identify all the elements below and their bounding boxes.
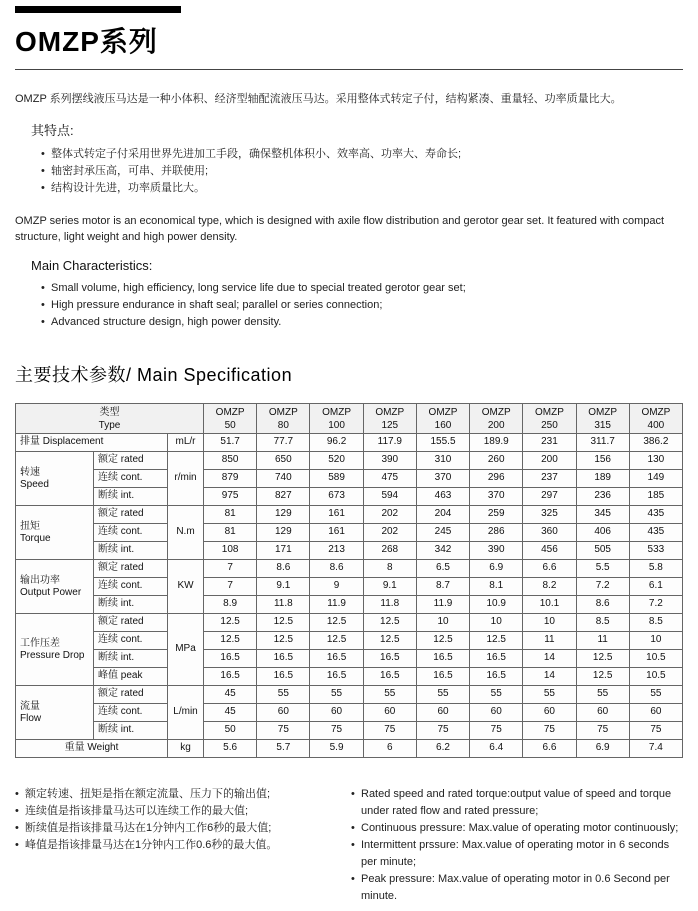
- notes-section: [15, 786, 683, 911]
- note-item-cn: • 额定转速、扭矩是指在额定流量、压力下的输出值;: [15, 786, 337, 803]
- value-cell: 12.5: [310, 614, 363, 632]
- value-cell: 268: [363, 542, 416, 560]
- note-item-en: • Peak pressure: Max.value of operating motor in 0.6 Second per minute.: [351, 871, 681, 905]
- value-cell: 202: [363, 524, 416, 542]
- value-cell: 390: [470, 542, 523, 560]
- value-cell: 75: [470, 722, 523, 740]
- value-cell: 10.9: [470, 596, 523, 614]
- value-cell: 286: [470, 524, 523, 542]
- value-cell: 10.5: [629, 650, 682, 668]
- sub-label: 额定 rated: [94, 506, 168, 524]
- value-cell: 8.6: [257, 560, 310, 578]
- value-cell: 161: [310, 524, 363, 542]
- unit-cell: kg: [168, 740, 204, 758]
- sub-label: 连续 cont.: [94, 524, 168, 542]
- model-header: OMZP 100: [310, 404, 363, 434]
- value-cell: 60: [470, 704, 523, 722]
- value-cell: 6.6: [523, 560, 576, 578]
- value-cell: 245: [416, 524, 469, 542]
- value-cell: 435: [629, 524, 682, 542]
- note-item-en: • Continuous pressure: Max.value of operating motor continuously;: [351, 820, 681, 837]
- value-cell: 55: [470, 686, 523, 704]
- sub-label: 峰值 peak: [94, 668, 168, 686]
- value-cell: 237: [523, 470, 576, 488]
- value-cell: 6: [363, 740, 416, 758]
- group-label: 扭矩 Torque: [16, 506, 94, 560]
- value-cell: 60: [257, 704, 310, 722]
- value-cell: 55: [629, 686, 682, 704]
- value-cell: 390: [363, 452, 416, 470]
- value-cell: 6.1: [629, 578, 682, 596]
- value-cell: 850: [204, 452, 257, 470]
- value-cell: 12.5: [310, 632, 363, 650]
- value-cell: 55: [310, 686, 363, 704]
- value-cell: 45: [204, 686, 257, 704]
- model-header: OMZP 200: [470, 404, 523, 434]
- value-cell: 6.9: [470, 560, 523, 578]
- value-cell: 55: [416, 686, 469, 704]
- value-cell: 75: [310, 722, 363, 740]
- value-cell: 81: [204, 506, 257, 524]
- value-cell: 161: [310, 506, 363, 524]
- value-cell: 60: [310, 704, 363, 722]
- value-cell: 296: [470, 470, 523, 488]
- value-cell: 12.5: [257, 632, 310, 650]
- notes-list-cn: [15, 786, 337, 905]
- value-cell: 520: [310, 452, 363, 470]
- value-cell: 75: [257, 722, 310, 740]
- value-cell: 55: [576, 686, 629, 704]
- value-cell: 740: [257, 470, 310, 488]
- sub-label: 断续 int.: [94, 722, 168, 740]
- value-cell: 345: [576, 506, 629, 524]
- feature-item-cn: • 整体式转定子付采用世界先进加工手段，确保整机体积小、效率高、功率大、寿命长;: [41, 146, 683, 163]
- value-cell: 213: [310, 542, 363, 560]
- value-cell: 297: [523, 488, 576, 506]
- value-cell: 9.1: [363, 578, 416, 596]
- value-cell: 75: [416, 722, 469, 740]
- value-cell: 505: [576, 542, 629, 560]
- value-cell: 7: [204, 578, 257, 596]
- value-cell: 342: [416, 542, 469, 560]
- value-cell: 8.9: [204, 596, 257, 614]
- value-cell: 14: [523, 668, 576, 686]
- note-item-cn: • 连续值是指该排量马达可以连续工作的最大值;: [15, 803, 337, 820]
- value-cell: 16.5: [363, 668, 416, 686]
- value-cell: 10: [523, 614, 576, 632]
- value-cell: 16.5: [363, 650, 416, 668]
- value-cell: 6.2: [416, 740, 469, 758]
- value-cell: 185: [629, 488, 682, 506]
- value-cell: 60: [523, 704, 576, 722]
- value-cell: 463: [416, 488, 469, 506]
- type-header: 类型 Type: [16, 404, 204, 434]
- value-cell: 96.2: [310, 434, 363, 452]
- value-cell: 475: [363, 470, 416, 488]
- value-cell: 10.1: [523, 596, 576, 614]
- unit-cell: MPa: [168, 614, 204, 686]
- value-cell: 12.5: [470, 632, 523, 650]
- features-title-en: Main Characteristics:: [31, 258, 153, 273]
- value-cell: 5.9: [310, 740, 363, 758]
- value-cell: 50: [204, 722, 257, 740]
- model-header: OMZP 125: [363, 404, 416, 434]
- value-cell: 594: [363, 488, 416, 506]
- value-cell: 16.5: [416, 650, 469, 668]
- value-cell: 8.7: [416, 578, 469, 596]
- value-cell: 108: [204, 542, 257, 560]
- feature-item-en: • Advanced structure design, high power density.: [41, 314, 683, 331]
- value-cell: 12.5: [576, 650, 629, 668]
- value-cell: 129: [257, 524, 310, 542]
- sub-label: 连续 cont.: [94, 632, 168, 650]
- sub-label: 断续 int.: [94, 650, 168, 668]
- value-cell: 55: [257, 686, 310, 704]
- note-item-cn: • 断续值是指该排量马达在1分钟内工作6秒的最大值;: [15, 820, 337, 837]
- value-cell: 60: [629, 704, 682, 722]
- value-cell: 12.5: [576, 668, 629, 686]
- value-cell: 11: [576, 632, 629, 650]
- page-title: OMZP系列: [15, 26, 158, 57]
- value-cell: 673: [310, 488, 363, 506]
- value-cell: 8.6: [310, 560, 363, 578]
- value-cell: 11: [523, 632, 576, 650]
- value-cell: 10: [470, 614, 523, 632]
- value-cell: 5.5: [576, 560, 629, 578]
- intro-paragraph-en: OMZP series motor is an economical type, which is designed with axile flow distribution and gerotor gear set. It featured with compact structure, light weight and high power density.: [15, 215, 665, 243]
- value-cell: 45: [204, 704, 257, 722]
- value-cell: 386.2: [629, 434, 682, 452]
- value-cell: 202: [363, 506, 416, 524]
- group-label: 工作压差 Pressure Drop: [16, 614, 94, 686]
- value-cell: 8.1: [470, 578, 523, 596]
- value-cell: 189.9: [470, 434, 523, 452]
- value-cell: 7.2: [629, 596, 682, 614]
- unit-cell: mL/r: [168, 434, 204, 452]
- sub-label: 连续 cont.: [94, 704, 168, 722]
- sub-label: 断续 int.: [94, 488, 168, 506]
- value-cell: 10: [416, 614, 469, 632]
- spec-section-title: 主要技术参数/ Main Specification: [15, 365, 293, 385]
- value-cell: 155.5: [416, 434, 469, 452]
- row-label: 重量 Weight: [16, 740, 168, 758]
- value-cell: 975: [204, 488, 257, 506]
- value-cell: 533: [629, 542, 682, 560]
- value-cell: 589: [310, 470, 363, 488]
- features-list-cn: [41, 146, 683, 197]
- row-label: 排量 Displacement: [16, 434, 168, 452]
- group-label: 输出功率 Output Power: [16, 560, 94, 614]
- sub-label: 断续 int.: [94, 596, 168, 614]
- value-cell: 11.9: [416, 596, 469, 614]
- value-cell: 12.5: [363, 632, 416, 650]
- value-cell: 6.9: [576, 740, 629, 758]
- value-cell: 5.7: [257, 740, 310, 758]
- note-item-en: • Rated speed and rated torque:output value of speed and torque under rated flow and rated pressure;: [351, 786, 681, 820]
- value-cell: 456: [523, 542, 576, 560]
- value-cell: 204: [416, 506, 469, 524]
- value-cell: 55: [523, 686, 576, 704]
- value-cell: 231: [523, 434, 576, 452]
- value-cell: 5.8: [629, 560, 682, 578]
- value-cell: 16.5: [310, 668, 363, 686]
- sub-label: 额定 rated: [94, 560, 168, 578]
- value-cell: 310: [416, 452, 469, 470]
- value-cell: 149: [629, 470, 682, 488]
- unit-cell: N.m: [168, 506, 204, 560]
- value-cell: 827: [257, 488, 310, 506]
- value-cell: 311.7: [576, 434, 629, 452]
- sub-label: 连续 cont.: [94, 578, 168, 596]
- value-cell: 16.5: [204, 650, 257, 668]
- value-cell: 129: [257, 506, 310, 524]
- value-cell: 435: [629, 506, 682, 524]
- value-cell: 60: [576, 704, 629, 722]
- value-cell: 16.5: [310, 650, 363, 668]
- value-cell: 406: [576, 524, 629, 542]
- value-cell: 117.9: [363, 434, 416, 452]
- value-cell: 12.5: [363, 614, 416, 632]
- value-cell: 12.5: [416, 632, 469, 650]
- value-cell: 77.7: [257, 434, 310, 452]
- value-cell: 7.4: [629, 740, 682, 758]
- value-cell: 6.6: [523, 740, 576, 758]
- value-cell: 55: [363, 686, 416, 704]
- unit-cell: KW: [168, 560, 204, 614]
- value-cell: 189: [576, 470, 629, 488]
- feature-item-en: • Small volume, high efficiency, long service life due to special treated gerotor gear set;: [41, 280, 683, 297]
- value-cell: 75: [363, 722, 416, 740]
- features-list-en: [41, 280, 683, 331]
- value-cell: 75: [523, 722, 576, 740]
- value-cell: 879: [204, 470, 257, 488]
- value-cell: 130: [629, 452, 682, 470]
- value-cell: 10: [629, 632, 682, 650]
- value-cell: 6.5: [416, 560, 469, 578]
- value-cell: 8.2: [523, 578, 576, 596]
- sub-label: 连续 cont.: [94, 470, 168, 488]
- value-cell: 360: [523, 524, 576, 542]
- model-header: OMZP 160: [416, 404, 469, 434]
- value-cell: 6.4: [470, 740, 523, 758]
- value-cell: 8.5: [576, 614, 629, 632]
- spec-table: [15, 403, 683, 758]
- value-cell: 60: [363, 704, 416, 722]
- value-cell: 200: [523, 452, 576, 470]
- value-cell: 9.1: [257, 578, 310, 596]
- value-cell: 16.5: [416, 668, 469, 686]
- value-cell: 16.5: [204, 668, 257, 686]
- notes-list-en: [351, 786, 681, 905]
- value-cell: 370: [416, 470, 469, 488]
- group-label: 转速 Speed: [16, 452, 94, 506]
- feature-item-en: • High pressure endurance in shaft seal; parallel or series connection;: [41, 297, 683, 314]
- value-cell: 51.7: [204, 434, 257, 452]
- header-rule: [15, 69, 683, 70]
- value-cell: 11.8: [257, 596, 310, 614]
- value-cell: 75: [576, 722, 629, 740]
- group-label: 流量 Flow: [16, 686, 94, 740]
- value-cell: 16.5: [470, 668, 523, 686]
- value-cell: 12.5: [257, 614, 310, 632]
- model-header: OMZP 400: [629, 404, 682, 434]
- unit-cell: r/min: [168, 452, 204, 506]
- sub-label: 额定 rated: [94, 452, 168, 470]
- model-header: OMZP 250: [523, 404, 576, 434]
- value-cell: 11.8: [363, 596, 416, 614]
- sub-label: 断续 int.: [94, 542, 168, 560]
- value-cell: 650: [257, 452, 310, 470]
- sub-label: 额定 rated: [94, 686, 168, 704]
- value-cell: 10.5: [629, 668, 682, 686]
- value-cell: 260: [470, 452, 523, 470]
- value-cell: 12.5: [204, 632, 257, 650]
- title-accent-bar: [15, 6, 181, 13]
- value-cell: 16.5: [257, 650, 310, 668]
- value-cell: 14: [523, 650, 576, 668]
- value-cell: 370: [470, 488, 523, 506]
- unit-cell: L/min: [168, 686, 204, 740]
- value-cell: 81: [204, 524, 257, 542]
- value-cell: 5.6: [204, 740, 257, 758]
- sub-label: 额定 rated: [94, 614, 168, 632]
- value-cell: 7: [204, 560, 257, 578]
- value-cell: 8.6: [576, 596, 629, 614]
- note-item-en: • Intermittent prssure: Max.value of operating motor in 6 seconds per minute;: [351, 837, 681, 871]
- feature-item-cn: • 结构设计先进，功率质量比大。: [41, 180, 683, 197]
- value-cell: 259: [470, 506, 523, 524]
- feature-item-cn: • 轴密封承压高，可串、并联使用;: [41, 163, 683, 180]
- value-cell: 16.5: [257, 668, 310, 686]
- intro-paragraph-cn: OMZP 系列摆线液压马达是一种小体积、经济型轴配流液压马达。采用整体式转定子付，结构紧凑、重量轻、功率质量比大。: [15, 93, 622, 105]
- value-cell: 325: [523, 506, 576, 524]
- note-item-cn: • 峰值是指该排量马达在1分钟内工作0.6秒的最大值。: [15, 837, 337, 854]
- value-cell: 12.5: [204, 614, 257, 632]
- model-header: OMZP 80: [257, 404, 310, 434]
- value-cell: 236: [576, 488, 629, 506]
- value-cell: 60: [416, 704, 469, 722]
- value-cell: 75: [629, 722, 682, 740]
- features-title-cn: 其特点:: [31, 123, 74, 138]
- value-cell: 156: [576, 452, 629, 470]
- value-cell: 8.5: [629, 614, 682, 632]
- value-cell: 7.2: [576, 578, 629, 596]
- model-header: OMZP 315: [576, 404, 629, 434]
- value-cell: 171: [257, 542, 310, 560]
- value-cell: 11.9: [310, 596, 363, 614]
- value-cell: 16.5: [470, 650, 523, 668]
- value-cell: 9: [310, 578, 363, 596]
- model-header: OMZP 50: [204, 404, 257, 434]
- value-cell: 8: [363, 560, 416, 578]
